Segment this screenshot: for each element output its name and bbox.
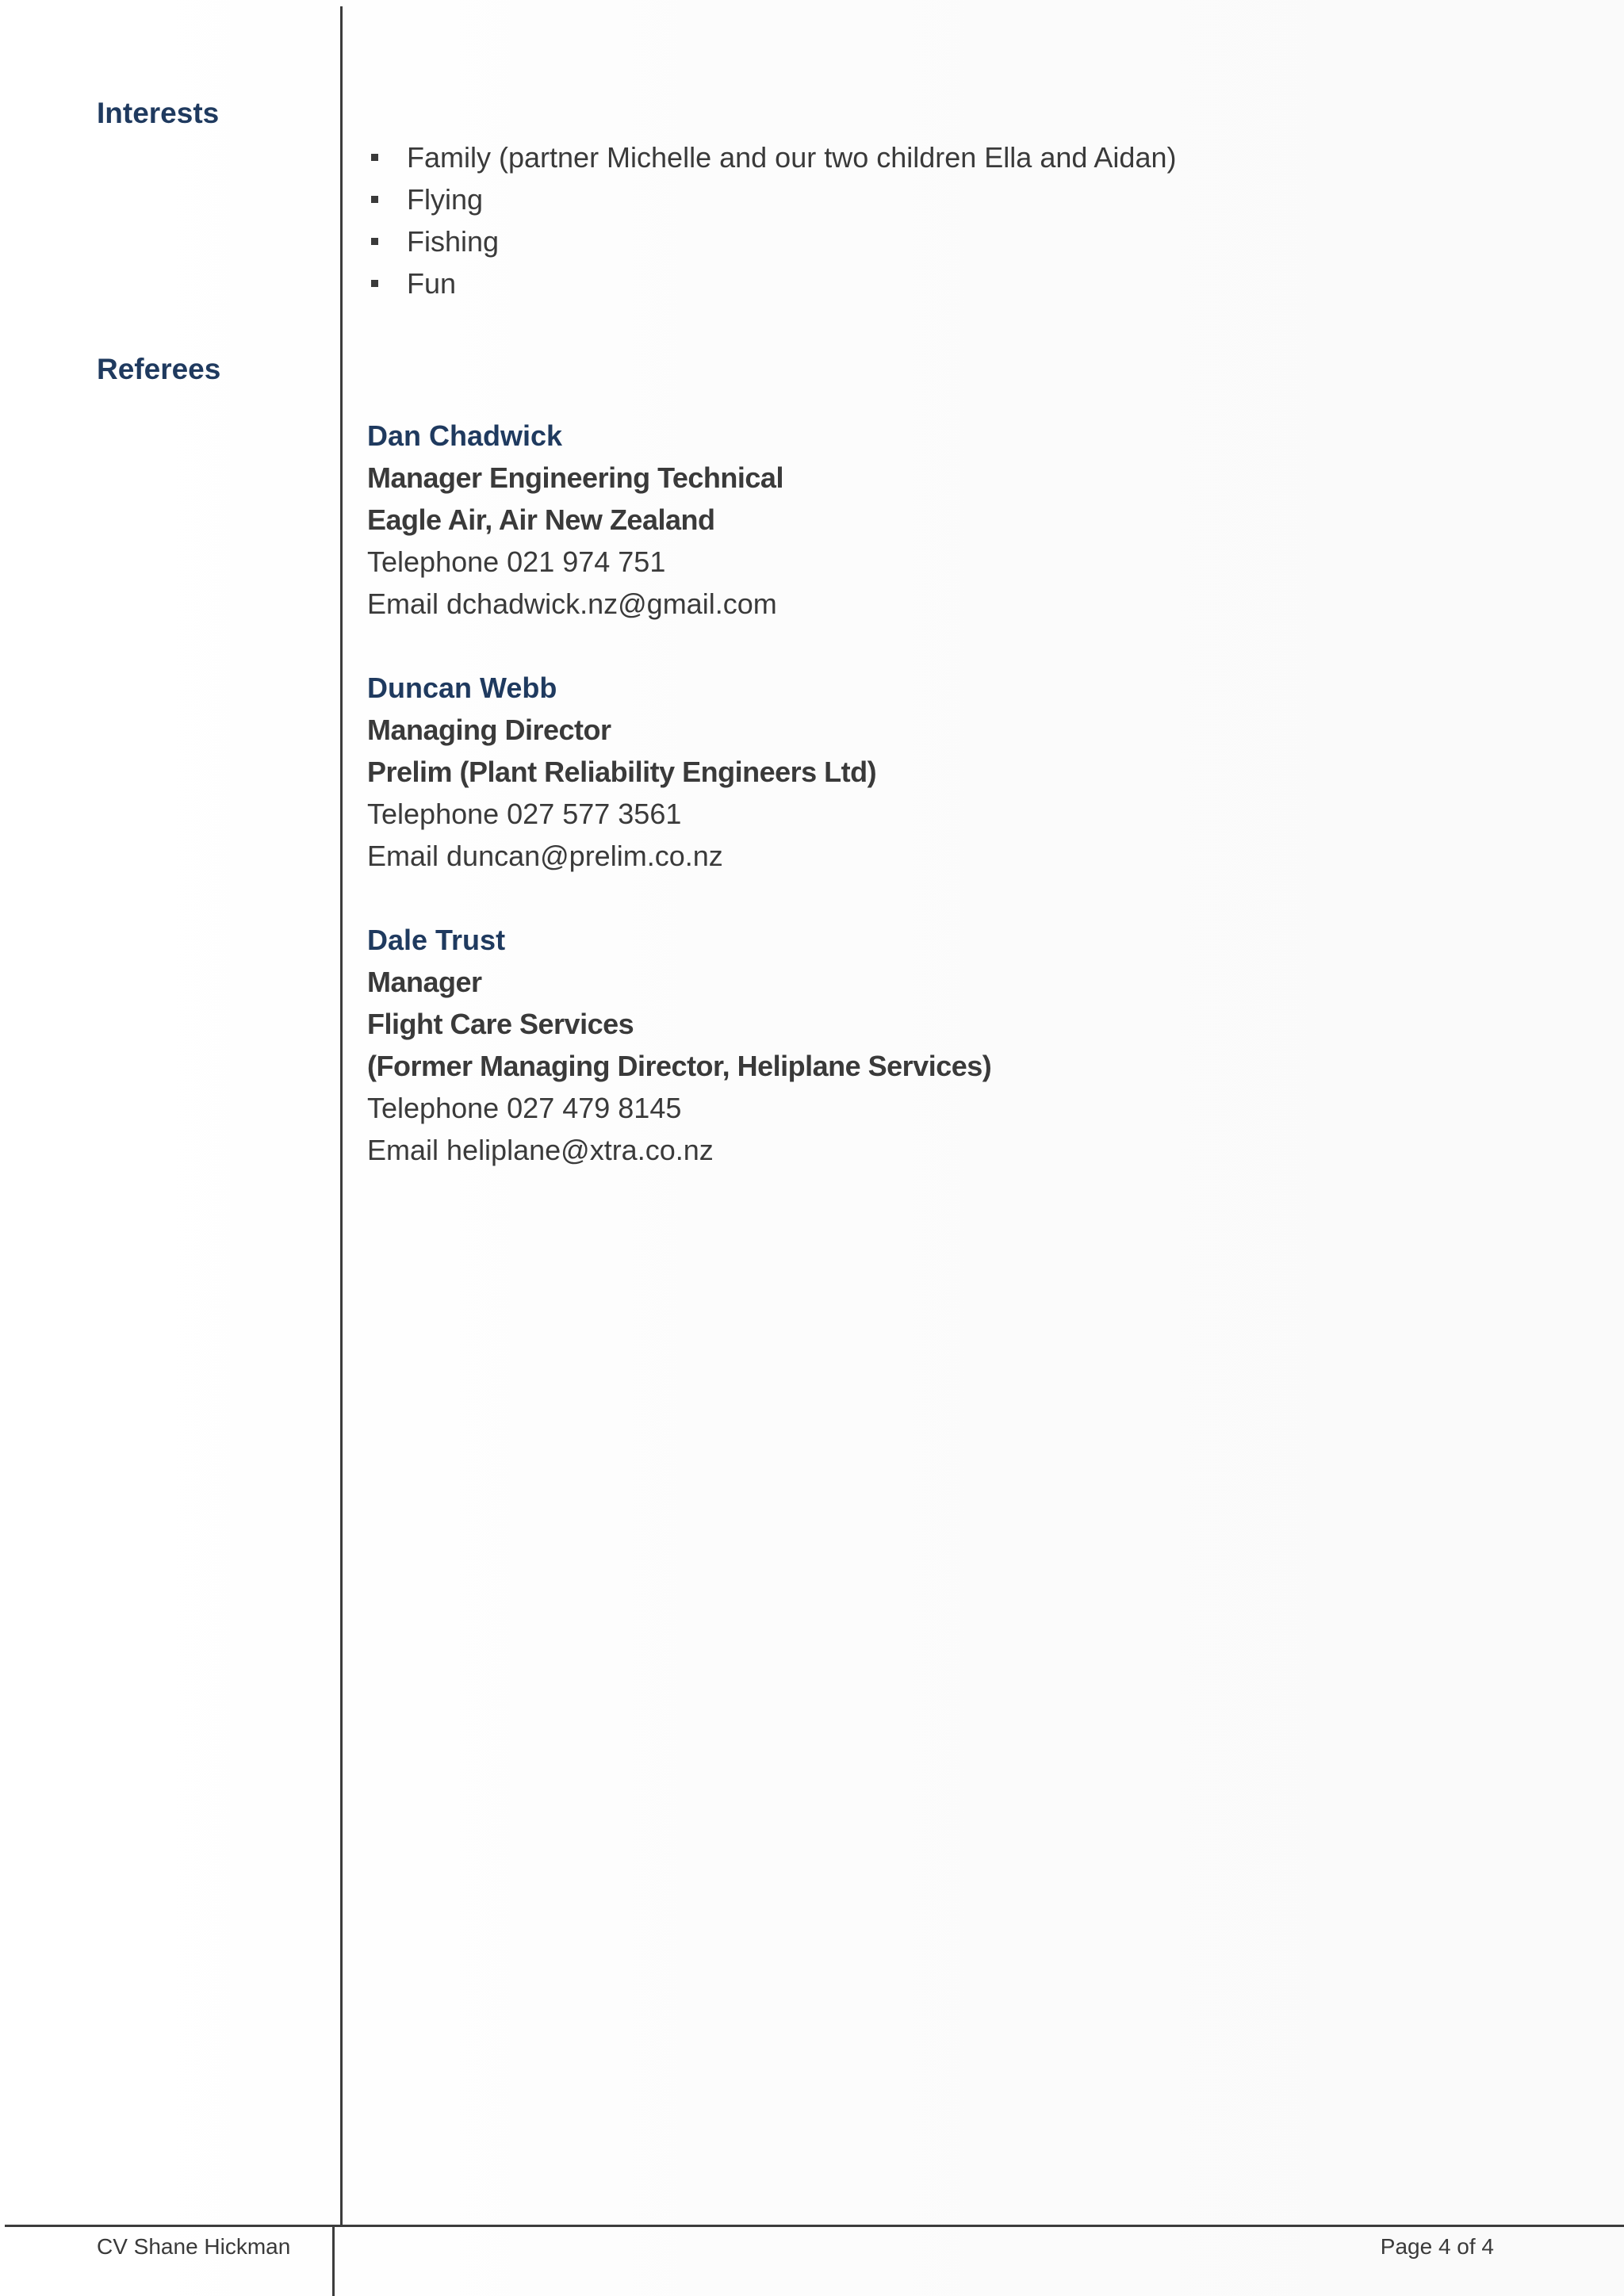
referee-title: Managing Director: [367, 714, 611, 746]
footer-document-title: CV Shane Hickman: [97, 2234, 291, 2259]
referee-organisation: Flight Care Services: [367, 1008, 634, 1040]
square-bullet-icon: [371, 196, 378, 203]
referee-name: Dale Trust: [367, 924, 506, 956]
referee-title: Manager Engineering Technical: [367, 461, 783, 494]
referee-email: Email duncan@prelim.co.nz: [367, 840, 723, 872]
footer-rule: [5, 2225, 1624, 2227]
referee-email: Email heliplane@xtra.co.nz: [367, 1134, 714, 1166]
list-item: Family (partner Michelle and our two children Ella and Aidan): [366, 136, 1176, 178]
referee-name: Dan Chadwick: [367, 419, 563, 452]
square-bullet-icon: [371, 280, 378, 287]
referees-list: [367, 415, 991, 1213]
interests-list: [366, 136, 1176, 304]
referee-email: Email dchadwick.nz@gmail.com: [367, 587, 777, 620]
referee-organisation: Prelim (Plant Reliability Engineers Ltd): [367, 756, 877, 788]
interests-heading: Interests: [97, 97, 220, 129]
referee-telephone: Telephone 021 974 751: [367, 545, 666, 578]
referees-heading: Referees: [97, 353, 221, 385]
list-item: Flying: [366, 178, 1176, 220]
referee-telephone: Telephone 027 577 3561: [367, 798, 682, 830]
referee-entry: [367, 667, 991, 877]
footer-divider: [332, 2226, 335, 2296]
referee-organisation: Eagle Air, Air New Zealand: [367, 503, 715, 536]
referee-entry: [367, 919, 991, 1171]
referee-telephone: Telephone 027 479 8145: [367, 1092, 682, 1124]
square-bullet-icon: [371, 238, 378, 245]
column-divider: [340, 6, 343, 2226]
referee-entry: [367, 415, 991, 625]
list-item: Fun: [366, 262, 1176, 304]
referee-note: (Former Managing Director, Heliplane Services): [367, 1050, 992, 1082]
square-bullet-icon: [371, 154, 378, 161]
referee-title: Manager: [367, 966, 482, 998]
footer-page-number: Page 4 of 4: [1380, 2234, 1494, 2259]
referee-name: Duncan Webb: [367, 672, 557, 704]
list-item: Fishing: [366, 220, 1176, 262]
